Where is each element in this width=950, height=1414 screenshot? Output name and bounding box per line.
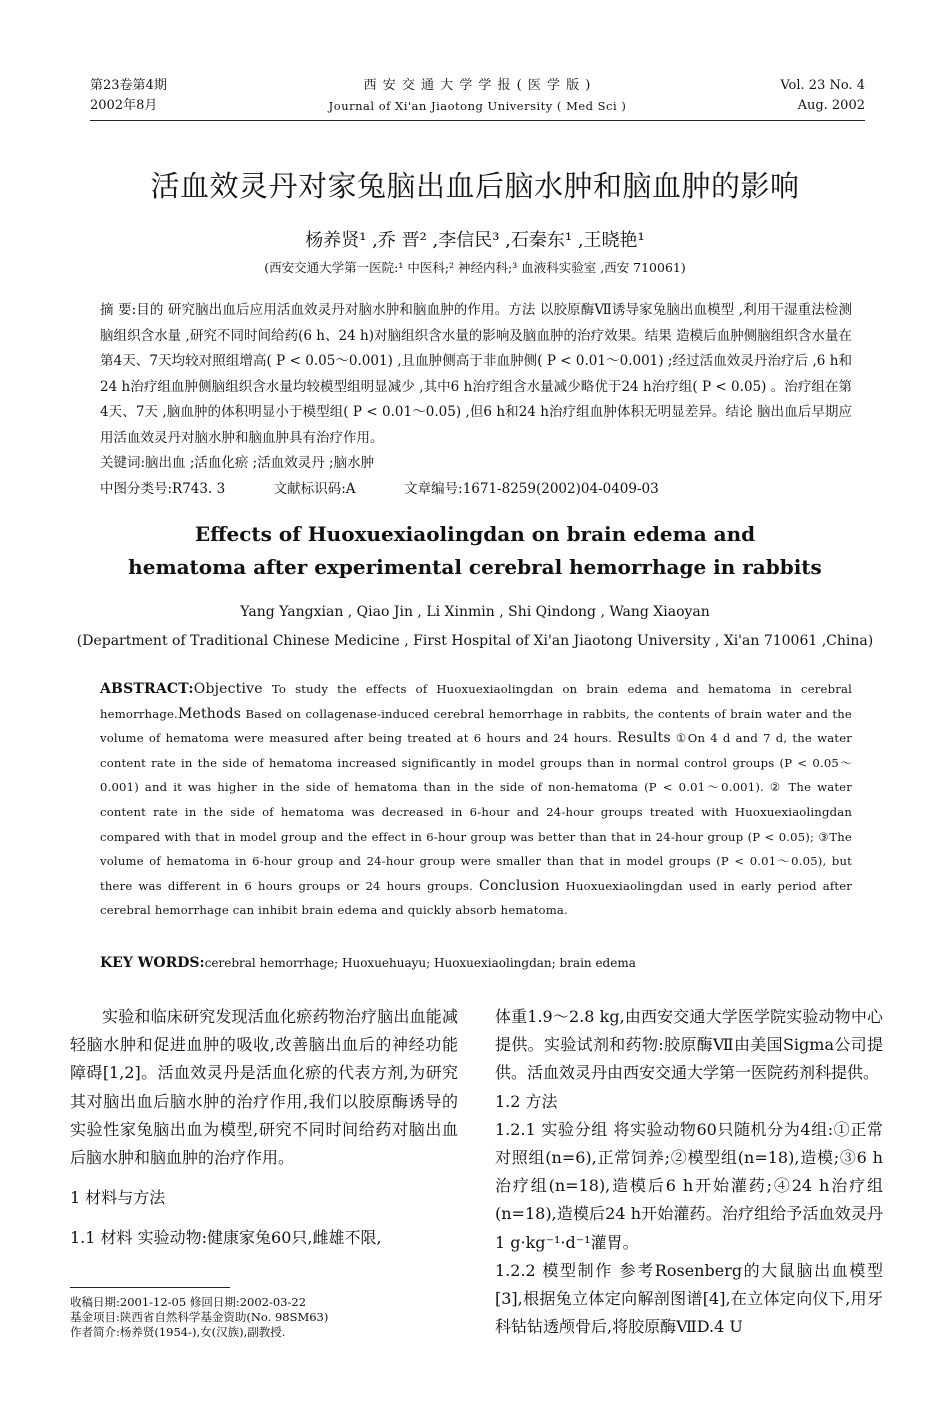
abstract-en xyxy=(100,677,852,923)
author-bio: 作者简介:杨养贤(1954-),女(汉族),副教授. xyxy=(70,1325,286,1339)
section-1-heading: 1 材料与方法 xyxy=(70,1188,166,1208)
abstract-cn-text: 目的 研究脑出血后应用活血效灵丹对脑水肿和脑血肿的作用。方法 以胶原酶Ⅶ诱导家兔脑出血模型 ,利用干湿重法检测脑组织含水量 ,研究不同时间给药(6 h、24 h)对脑组织含水量的影响及脑血肿的治疗效果。结果 造模后血肿侧脑组织含水量在第4天、7天均较对照组增高( P < 0.05～0.001) ,且血肿侧高于非血肿侧( P < 0.01～0.001) ;经过活血效灵丹治疗后 ,6 h和24 h治疗组血肿侧脑组织含水量均较模型组明显减少 ,其中6 h治疗组含水量减少略优于24 h治疗组( P < 0.05) 。治疗组在第4天、7天 ,脑血肿的体积明显小于模型组( P < 0.01～0.05) ,但6 h和24 h治疗组血肿体积无明显差异。结论 脑出血后早期应用活血效灵丹对脑水肿和脑血肿具有治疗作用。 xyxy=(100,302,852,446)
header-center xyxy=(90,76,865,116)
title-cn: 活血效灵丹对家兔脑出血后脑水肿和脑血肿的影响 xyxy=(150,169,800,203)
date-cn: 2002年8月 xyxy=(90,98,158,113)
footnotes xyxy=(70,1295,328,1340)
section-1-1: 1.1 材料 实验动物:健康家兔60只,雌雄不限, xyxy=(70,1228,382,1248)
abstract-cn xyxy=(100,298,852,502)
section-1-2-1: 1.2.1 实验分组 将实验动物60只随机分为4组:①正常对照组(n=6),正常饲养;②模型组(n=18),造模;③6 h治疗组(n=18),造模后6 h开始灌药;④24 h治疗组(n=18),造模后24 h开始灌药。治疗组给予活血效灵丹1 g·kg⁻¹·d⁻¹灌胃。 xyxy=(495,1119,883,1252)
keywords-en-label: KEY WORDS: xyxy=(100,955,205,971)
materials-continued: 体重1.9～2.8 kg,由西安交通大学医学院实验动物中心提供。实验试剂和药物:胶原酶Ⅶ由美国Sigma公司提供。活血效灵丹由西安交通大学第一医院药剂科提供。 xyxy=(495,1007,883,1083)
methods-heading: Methods xyxy=(177,705,242,722)
date-en: Aug. 2002 xyxy=(797,98,865,113)
intro-paragraph: 实验和临床研究发现活血化瘀药物治疗脑出血能减轻脑水肿和促进血肿的吸收,改善脑出血后的神经功能障碍[1,2]。活血效灵丹是活血化瘀的代表方剂,为研究其对脑出血后脑水肿的治疗作用,我们以胶原酶诱导的实验性家兔脑出血为模型,研究不同时间给药对脑出血后脑水肿和脑血肿的治疗作用。 xyxy=(70,1007,458,1168)
methods-text: Based on collagenase-induced cerebral hemorrhage in rabbits, the contents of brain water and the volume of hematoma were measured after being treated at 6 hours and 24 hours. xyxy=(100,706,852,746)
title-en-line1: Effects of Huoxuexiaolingdan on brain edema and xyxy=(194,522,756,546)
abstract-cn-label: 摘 要: xyxy=(100,302,137,318)
header-right xyxy=(780,76,865,116)
keywords-cn: 关键词:脑出血 ;活血化瘀 ;活血效灵丹 ;脑水肿 xyxy=(100,455,375,471)
journal-name-cn: 西 安 交 通 大 学 学 报 ( 医 学 版 ) xyxy=(363,78,592,93)
body-column-left xyxy=(70,1003,458,1253)
affiliation-cn: (西安交通大学第一医院:¹ 中医科;² 神经内科;³ 血液科实验室 ,西安 710061) xyxy=(264,260,686,275)
volume-en: Vol. 23 No. 4 xyxy=(780,78,865,93)
conclusion-heading: Conclusion xyxy=(479,877,560,894)
section-1-2-heading: 1.2 方法 xyxy=(495,1091,558,1111)
objective-text: To study the effects of Huoxuexiaolingdan on brain edema and hematoma in cerebral hemorrhage. xyxy=(100,682,852,721)
objective-heading: Objective xyxy=(193,681,263,697)
received-date: 收稿日期:2001-12-05 修回日期:2002-03-22 xyxy=(70,1295,307,1309)
keywords-en-text: cerebral hemorrhage; Huoxuehuayu; Huoxuexiaolingdan; brain edema xyxy=(204,956,636,970)
keywords-en xyxy=(100,955,852,971)
fund-info: 基金项目:陕西省自然科学基金资助(No. 98SM63) xyxy=(70,1310,329,1324)
body-column-right xyxy=(495,1003,883,1341)
results-text: ①On 4 d and 7 d, the water content rate in the side of hematoma increased significantly in model groups than in normal control groups (P < 0.05～0.001) and it was higher in the side of hematoma than in the side of non-hematoma (P < 0.01～0.001). ② The water content rate in the side of hematoma was decreased in 6-hour and 24-hour groups treated with Huoxuexiaolingdan compared with that in model group and the effect in 6-hour group was better than that in 24-hour group (P < 0.05); ③The volume of hematoma in 6-hour group and 24-hour group were smaller than that in model groups (P < 0.01～0.05), but there was different in 6 hours groups or 24 hours groups. xyxy=(100,731,852,893)
volume-cn: 第23卷第4期 xyxy=(90,78,167,93)
authors-en: Yang Yangxian , Qiao Jin , Li Xinmin , Shi Qindong , Wang Xiaoyan xyxy=(240,604,710,620)
affiliation-en: (Department of Traditional Chinese Medicine , First Hospital of Xi'an Jiaotong University , Xi'an 710061 ,China) xyxy=(76,633,874,649)
results-heading: Results xyxy=(617,730,671,747)
abstract-cn-body xyxy=(100,298,852,451)
abstract-en-label: ABSTRACT: xyxy=(100,681,194,697)
authors-cn: 杨养贤¹ ,乔 晋² ,李信民³ ,石秦东¹ ,王晓艳¹ xyxy=(305,230,645,251)
running-header xyxy=(90,76,865,121)
journal-name-en: Journal of Xi'an Jiaotong University ( Med Sci ) xyxy=(328,99,627,113)
clc-number: 中图分类号:R743. 3 xyxy=(100,480,226,497)
section-1-2-2: 1.2.2 模型制作 参考Rosenberg的大鼠脑出血模型[3],根据兔立体定向解剖图谱[4],在立体定向仪下,用牙科钻钻透颅骨后,将胶原酶ⅦD.4 U xyxy=(495,1260,883,1337)
title-en-line2: hematoma after experimental cerebral hemorrhage in rabbits xyxy=(128,555,822,579)
conclusion-text: Huoxuexiaolingdan used in early period after cerebral hemorrhage can inhibit brain edema and quickly absorb hematoma. xyxy=(100,878,852,918)
article-number: 文章编号:1671-8259(2002)04-0409-03 xyxy=(404,480,659,497)
classification-line xyxy=(100,477,852,503)
footnote-separator xyxy=(70,1287,230,1288)
document-code: 文献标识码:A xyxy=(273,480,356,497)
title-en xyxy=(0,518,950,584)
